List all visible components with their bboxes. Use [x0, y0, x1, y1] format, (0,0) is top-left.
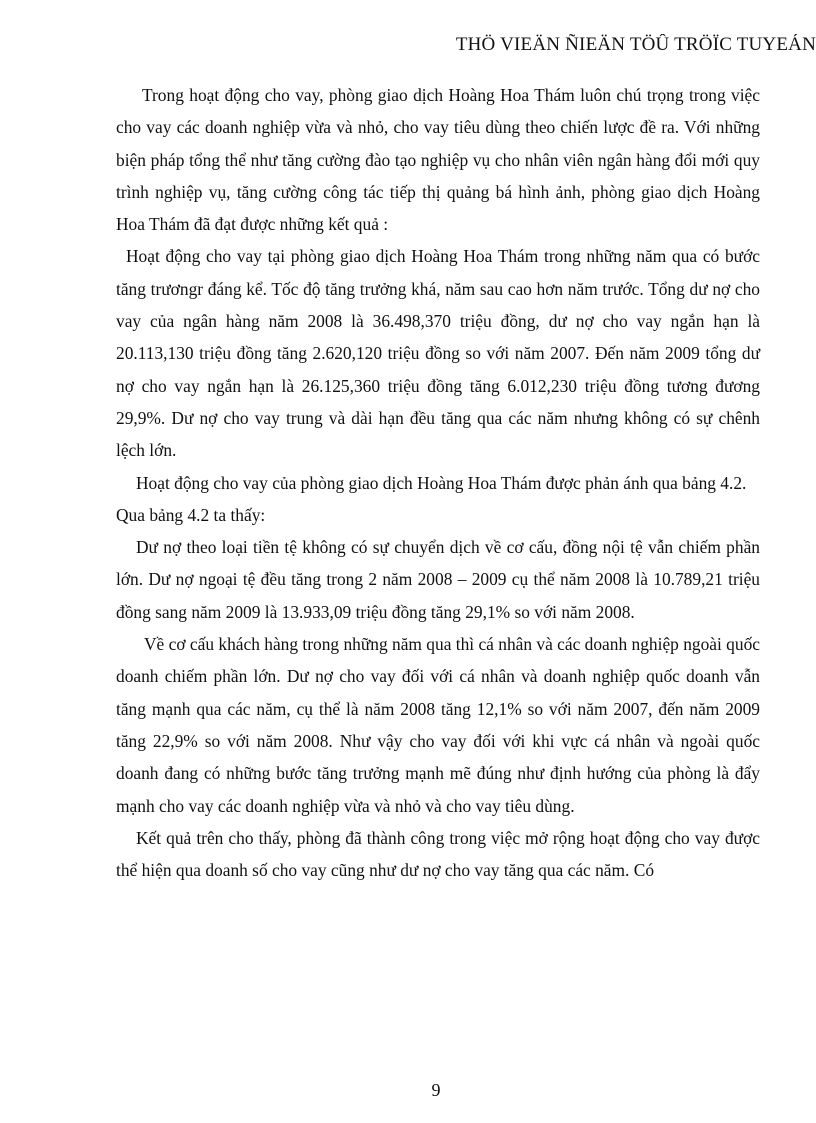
paragraph-results-summary: Kết quả trên cho thấy, phòng đã thành công trong việc mở rộng hoạt động cho vay được thể hiện qua doanh số cho vay cũng như dư nợ cho vay tăng qua các năm. Có	[116, 827, 760, 881]
page-number: 9	[431, 1080, 441, 1100]
paragraph-lending-growth: Hoạt động cho vay tại phòng giao dịch Hoàng Hoa Thám trong những năm qua có bước tăng trươngr đáng kể. Tốc độ tăng trưởng khá, năm sau cao hơn năm trước. Tổng dư nợ cho vay của ngân hàng năm 2008 là 36.498,370 triệu đồng, dư nợ cho vay ngắn hạn là 20.113,130 triệu đồng tăng 2.620,120 triệu đồng so với năm 2007. Đến năm 2009 tổng dư nợ cho vay ngắn hạn là 26.125,360 triệu đồng tăng 6.012,230 triệu đồng tương đương 29,9%. Dư nợ cho vay trung và dài hạn đều tăng qua các năm nhưng không có sự chênh lệch lớn.	[116, 246, 760, 461]
paragraph-table-reference: Hoạt động cho vay của phòng giao dịch Hoàng Hoa Thám được phản ánh qua bảng 4.2.	[136, 472, 747, 493]
document-body	[116, 79, 760, 886]
paragraph-table-intro: Qua bảng 4.2 ta thấy:	[116, 504, 266, 525]
page-header: THÖ VIEÄN ÑIEÄN TÖÛ TRÖÏC TUYEÁN	[455, 34, 816, 55]
paragraph-currency-structure: Dư nợ theo loại tiền tệ không có sự chuyển dịch về cơ cấu, đồng nội tệ vẫn chiếm phần lớn. Dư nợ ngoại tệ đều tăng trong 2 năm 2008 – 2009 cụ thể năm 2008 là 10.789,21 triệu đồng sang năm 2009 là 13.933,09 triệu đồng tăng 29,1% so với năm 2008.	[116, 537, 760, 622]
paragraph-lending-focus: Trong hoạt động cho vay, phòng giao dịch Hoàng Hoa Thám luôn chú trọng trong việc cho vay các doanh nghiệp vừa và nhỏ, cho vay tiêu dùng theo chiến lược đề ra. Với những biện pháp tổng thể như tăng cường đào tạo nghiệp vụ cho nhân viên ngân hàng đổi mới quy trình nghiệp vụ, tăng cường công tác tiếp thị quảng bá hình ảnh, phòng giao dịch Hoàng Hoa Thám đã đạt được những kết quả :	[116, 85, 760, 235]
paragraph-customer-structure: Về cơ cấu khách hàng trong những năm qua thì cá nhân và các doanh nghiệp ngoài quốc doanh chiếm phần lớn. Dư nợ cho vay đối với cá nhân và doanh nghiệp quốc doanh vẫn tăng mạnh qua các năm, cụ thể là năm 2008 tăng 12,1% so với năm 2007, đến năm 2009 tăng 22,9% so với năm 2008. Như vậy cho vay đối với khi vực cá nhân và ngoài quốc doanh đang có những bước tăng trưởng mạnh mẽ đúng như định hướng của phòng là đẩy mạnh cho vay các doanh nghiệp vừa và nhỏ và cho vay tiêu dùng.	[116, 634, 760, 816]
